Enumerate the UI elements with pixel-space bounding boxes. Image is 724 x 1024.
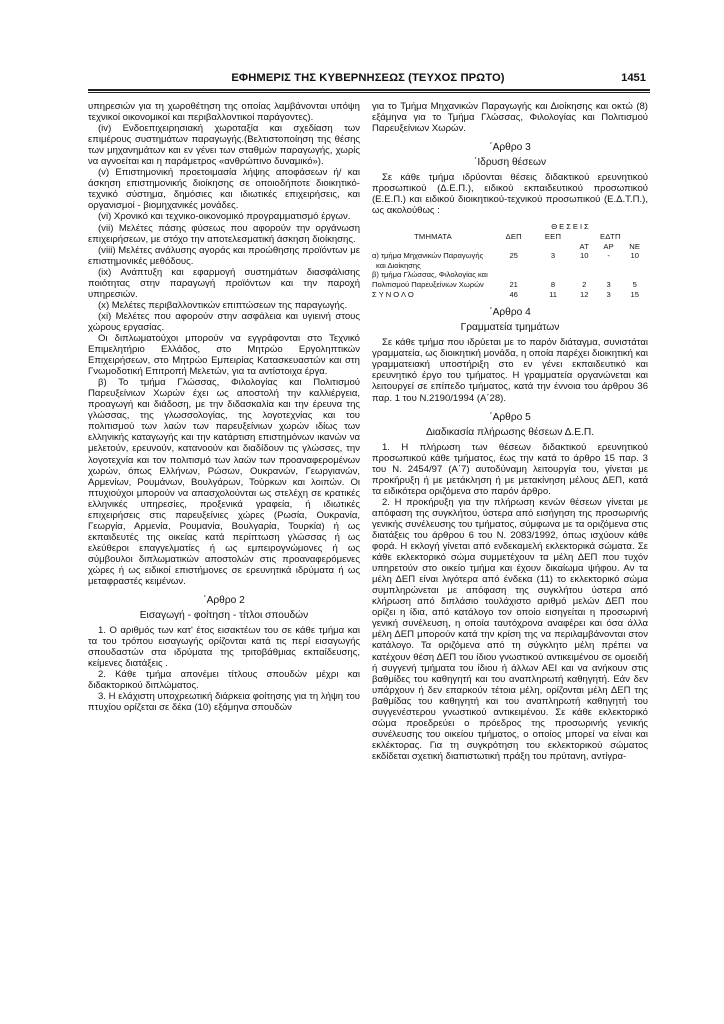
column-header-dep: ΔΕΠ <box>505 232 522 242</box>
cell-dep: 21 <box>509 279 518 289</box>
paragraph: 1. Ο αριθμός των κατ' έτος εισακτέων του σε κάθε τμήμα και τα του τρόπου εισαγωγής ορίζονται κατά τις περί εισαγωγής σπουδαστών στα ιδρύματα της τριτοβάθμιας εκπαίδευσης, κείμενες διατάξεις . <box>88 625 360 670</box>
total-label: ΣΥΝΟΛΟ <box>372 289 416 299</box>
cell-ne: 10 <box>630 251 639 261</box>
cell-ar: - <box>607 251 610 261</box>
paragraph: Σε κάθε τμήμα ιδρύονται θέσεις διδακτικού ερευνητικού προσωπικού (Δ.Ε.Π.), ειδικού εκπαιδευτικού προσωπικού (Ε.Ε.Π.) και ειδικού διοικητικού-τεχνικού προσωπικού (Ε.Δ.Τ.Π.), ως ακολούθως : <box>372 172 648 217</box>
column-header-ar: ΑΡ <box>603 241 614 251</box>
cell-eep: 3 <box>550 251 556 261</box>
article-5-title: ΄Αρθρο 5 <box>489 411 531 423</box>
total-ne: 15 <box>630 289 639 299</box>
article-3-subtitle: ΄Ιδρυση θέσεων <box>473 157 547 169</box>
table-row <box>372 280 648 290</box>
paragraph: β) Το τμήμα Γλώσσας, Φιλολογίας και Πολιτισμού Παρευξείνιων Χωρών έχει ως αποστολή την καλλιέργεια, προαγωγή και διάδοση, με την διδασκαλία και την έρευνα της γλώσσας, της γλωσσολογίας, της λογοτεχνίας και του πολιτισμού των λαών των παρευξείνιων χωρών ιδίως των ελληνικής καταγωγής και την κατάρτιση επιστημόνων ικανών να μελετούν, ερευνούν, κατανοούν και διαδίδουν τις γλώσσες, την λογοτεχνία και τον πολιτισμό των λαών των προαναφερομένων χωρών, όπως Ελλήνων, Ρώσων, Ουκρανών, Γεωργιανών, Αρμενίων, Ρουμάνων, Βουλγάρων, Τούρκων και λοιπών. Οι πτυχιούχοι μπορούν να απασχολούνται ως στελέχη σε κρατικές ελληνικές υπηρεσίες, προξενικά γραφεία, ή ιδιωτικές επιχειρήσεις στις παρευξείνιες χώρες (Ρωσία, Ουκρανία, Γεωργία, Αρμενία, Ρουμανία, Βουλγαρία, Τουρκία) ή ως εκπαιδευτές της οικείας κατά περίπτωση γλώσσας ή ως ελεύθεροι επαγγελματίες ή ως εμπειρογνώμονες ή ως σύμβουλοι διπλωματικών αποστολών στις προαναφερόμενες χώρες ή ως ειδικοί επιστήμονες σε ερευνητικά ιδρύματα ή ως μεταφραστές κειμένων. <box>88 377 360 588</box>
cell-dep: 25 <box>509 251 518 261</box>
total-eep: 11 <box>549 289 557 299</box>
right-column <box>372 101 648 762</box>
positions-table <box>372 222 648 299</box>
group-header: ΘΕΣΕΙΣ <box>551 222 591 232</box>
table-row-continuation <box>372 270 648 280</box>
header-rule <box>88 89 650 93</box>
department-name: β) τμήμα Γλώσσας, Φιλολογίας και <box>372 270 488 280</box>
paragraph: (vi) Χρονικό και τεχνικο-οικονομικό προγραμματισμό έργων. <box>98 211 351 223</box>
table-row <box>372 251 648 261</box>
table-header-row <box>372 232 648 242</box>
paragraph: (x) Μελέτες περιβαλλοντικών επιπτώσεων της παραγωγής. <box>98 299 348 311</box>
department-name-cont: και Διοίκησης <box>376 260 421 270</box>
column-header-eep: ΕΕΠ <box>544 232 562 242</box>
table-subheader-row <box>372 242 648 252</box>
total-ar: 3 <box>606 289 611 299</box>
paragraph: υπηρεσιών για τη χωροθέτηση της οποίας λαμβάνονται υπόψη τεχνικοί οικονομικοί και περιβαλλοντικοί παράγοντες). <box>88 101 360 124</box>
table-header-row <box>372 222 648 232</box>
cell-ar: 3 <box>606 279 611 289</box>
paragraph: για το Τμήμα Μηχανικών Παραγωγής και Διοίκησης και οκτώ (8) εξάμηνα για το Τμήμα Γλώσσας, Φιλολογίας και Πολιτισμού Παρευξείνιων Χωρών. <box>372 101 648 135</box>
paragraph: Οι διπλωματούχοι μπορούν να εγγράφονται στο Τεχνικό Επιμελητήριο Ελλάδος, στο Μητρώο Εργοληπτικών Επιχειρήσεων, στο Μητρώο Εμπειρίας Κατασκευαστών και στη Γνωμοδοτική Επιτροπή Μελετών, για τα αντίστοιχα έργα. <box>88 332 360 378</box>
total-at: 12 <box>580 289 589 299</box>
cell-ne: 5 <box>632 279 637 289</box>
department-name: α) τμήμα Μηχανικών Παραγωγής <box>372 251 484 261</box>
paragraph: 2. Κάθε τμήμα απονέμει τίτλους σπουδών μέχρι και διδακτορικού διπλώματος. <box>88 669 360 692</box>
paragraph: Σε κάθε τμήμα που ιδρύεται με το παρόν διάταγμα, συνιστάται γραμματεία, ως διοικητική μονάδα, η οποία παρέχει διοικητική και γραμματειακή υποστήριξη στο εν γένει εκπαιδευτικό και ερευνητικό έργο του τμήματος. Η γραμματεία οργανώνεται και λειτουργεί σε επίπεδο τμήματος, κατά την έννοια του άρθρου 36 παρ. 1 του Ν.2190/1994 (Α΄28). <box>372 337 648 404</box>
paragraph: 1. Η πλήρωση των θέσεων διδακτικού ερευνητικού προσωπικού κάθε τμήματος, έως την κατά το άρθρο 15 παρ. 3 του Ν. 2454/97 (Α΄7) αυτοδύναμη λειτουργία του, γίνεται με προκήρυξη ή με μετάκληση ή με μετακίνηση μέλους ΔΕΠ, κατά τα ειδικότερα οριζόμενα στο παρόν άρθρο. <box>372 441 648 497</box>
paragraph: (ix) Ανάπτυξη και εφαρμογή συστημάτων διασφάλισης ποιότητας στην παραγωγή προϊόντων και την παροχή υπηρεσιών. <box>88 266 360 300</box>
column-header-edtp: ΕΔΤΠ <box>600 232 621 242</box>
article-5-subtitle: Διαδικασία πλήρωσης θέσεων Δ.Ε.Π. <box>425 426 595 438</box>
paragraph: (iv) Ενδοεπιχειρησιακή χωροταξία και σχεδίαση των επιμέρους συστημάτων παραγωγής.(Βελτιστοποίηση της θέσης των μηχανημάτων και εν γένει των σταθμών παραγωγής, χωρίς να αγνοείται και η παράμετρος «ανθρώπινο δυναμικό»). <box>88 123 360 168</box>
paragraph: (vii) Μελέτες πάσης φύσεως που αφορούν την οργάνωση επιχειρήσεων, με στόχο την αποτελεσματική άσκηση διοίκησης. <box>88 222 360 245</box>
paragraph: 2. Η προκήρυξη για την πλήρωση κενών θέσεων γίνεται με απόφαση της συγκλήτου, ύστερα από εισήγηση της προσωρινής γενικής συνέλευσης του τμήματος, σύμφωνα με τα οριζόμενα στις διατάξεις του άρθρου 6 του Ν. 2083/1992, όπως ισχύουν κάθε φορά. Η εκλογή γίνεται από ενδεκαμελή εκλεκτορικά σώματα. Σε κάθε εκλεκτορικό σώμα συμμετέχουν τα μέλη ΔΕΠ που τυχόν υπηρετούν στο οικείο τμήμα και έχουν δικαίωμα ψήφου. Αν τα μέλη ΔΕΠ είναι λιγότερα από ένδεκα (11) το εκλεκτορικό σώμα συμπληρώνεται με απόφαση της συγκλήτου ύστερα από κλήρωση από διπλάσιο τουλάχιστο αριθμό μελών ΔΕΠ που ορίζει η ίδια, από κατάλογο τον οποίο εισηγείται η προσωρινή γενική συνέλευση, η οποία ταυτόχρονα αναφέρει και όσα άλλα μέλη ΔΕΠ μπορούν κατά την κρίση της να περιλαμβάνονται στον κατάλογο. Τα οριζόμενα από τη σύγκλητο μέλη πρέπει να κατέχουν θέση ΔΕΠ του ίδιου γνωστικού αντικειμένου σε ομοειδή ή συγγενή τμήματα του ίδιου ή άλλων ΑΕΙ και να ανήκουν στις βαθμίδες του καθηγητή και του αναπληρωτή καθηγητή. Εάν δεν υπάρχουν ή δεν επαρκούν τέτοια μέλη, ορίζονται μέλη ΔΕΠ της βαθμίδας του καθηγητή και του αναπληρωτή καθηγητή του συγγενέστερου γνωστικού αντικειμένου. Σε κάθε εκλεκτορικό σώμα προεδρεύει ο πρόεδρος της προσωρινής γενικής συνέλευσης του οικείου τμήματος, ο οποίος μπορεί να είναι και εκλέκτορας. Για τη συγκρότηση του εκλεκτορικού σώματος εκδίδεται σχετική διαπιστωτική πράξη του πρύτανη, αντίγρα- <box>372 496 648 762</box>
paragraph: 3. Η ελάχιστη υποχρεωτική διάρκεια φοίτησης για τη λήψη του πτυχίου ορίζεται σε δέκα (10) εξάμηνα σπουδών <box>88 691 360 714</box>
article-2-title: ΄Αρθρο 2 <box>203 595 245 607</box>
paragraph: (xi) Μελέτες που αφορούν στην ασφάλεια και υγιεινή στους χώρους εργασίας. <box>88 310 360 333</box>
article-2-subtitle: Εισαγωγή - φοίτηση - τίτλοι σπουδών <box>139 610 309 622</box>
paragraph: (viii) Μελέτες ανάλυσης αγοράς και προώθησης προϊόντων με επιστημονικές μεθόδους. <box>88 244 360 267</box>
paragraph: (v) Επιστημονική προετοιμασία λήψης αποφάσεων ή/ και άσκηση επιστημονικής διοίκησης σε οποιοδήποτε διοικητικό-τεχνικό σύστημα, δημόσιες και ιδιωτικές επιχειρήσεις, και οργανισμοί - βιομηχανικές μονάδες. <box>88 167 360 212</box>
cell-at: 2 <box>582 279 587 289</box>
column-header-ne: ΝΕ <box>629 241 641 251</box>
page-number: 1451 <box>621 72 646 84</box>
article-3-title: ΄Αρθρο 3 <box>489 142 531 154</box>
column-header-at: ΑΤ <box>579 241 590 251</box>
page-header <box>88 70 648 90</box>
left-column <box>88 101 360 714</box>
total-dep: 46 <box>509 289 518 299</box>
cell-at: 10 <box>580 251 589 261</box>
article-4-subtitle: Γραμματεία τμημάτων <box>460 322 560 334</box>
column-header-departments: ΤΜΗΜΑΤΑ <box>414 232 452 242</box>
cell-eep: 8 <box>550 279 556 289</box>
article-4-title: ΄Αρθρο 4 <box>489 307 531 319</box>
gazette-title: ΕΦΗΜΕΡΙΣ ΤΗΣ ΚΥΒΕΡΝΗΣΕΩΣ (ΤΕΥΧΟΣ ΠΡΩΤΟ) <box>231 72 505 84</box>
table-total-row <box>372 290 648 300</box>
department-name-cont: Πολιτισμού Παρευξείνιων Χωρών <box>372 279 484 289</box>
table-row-continuation <box>372 261 648 271</box>
